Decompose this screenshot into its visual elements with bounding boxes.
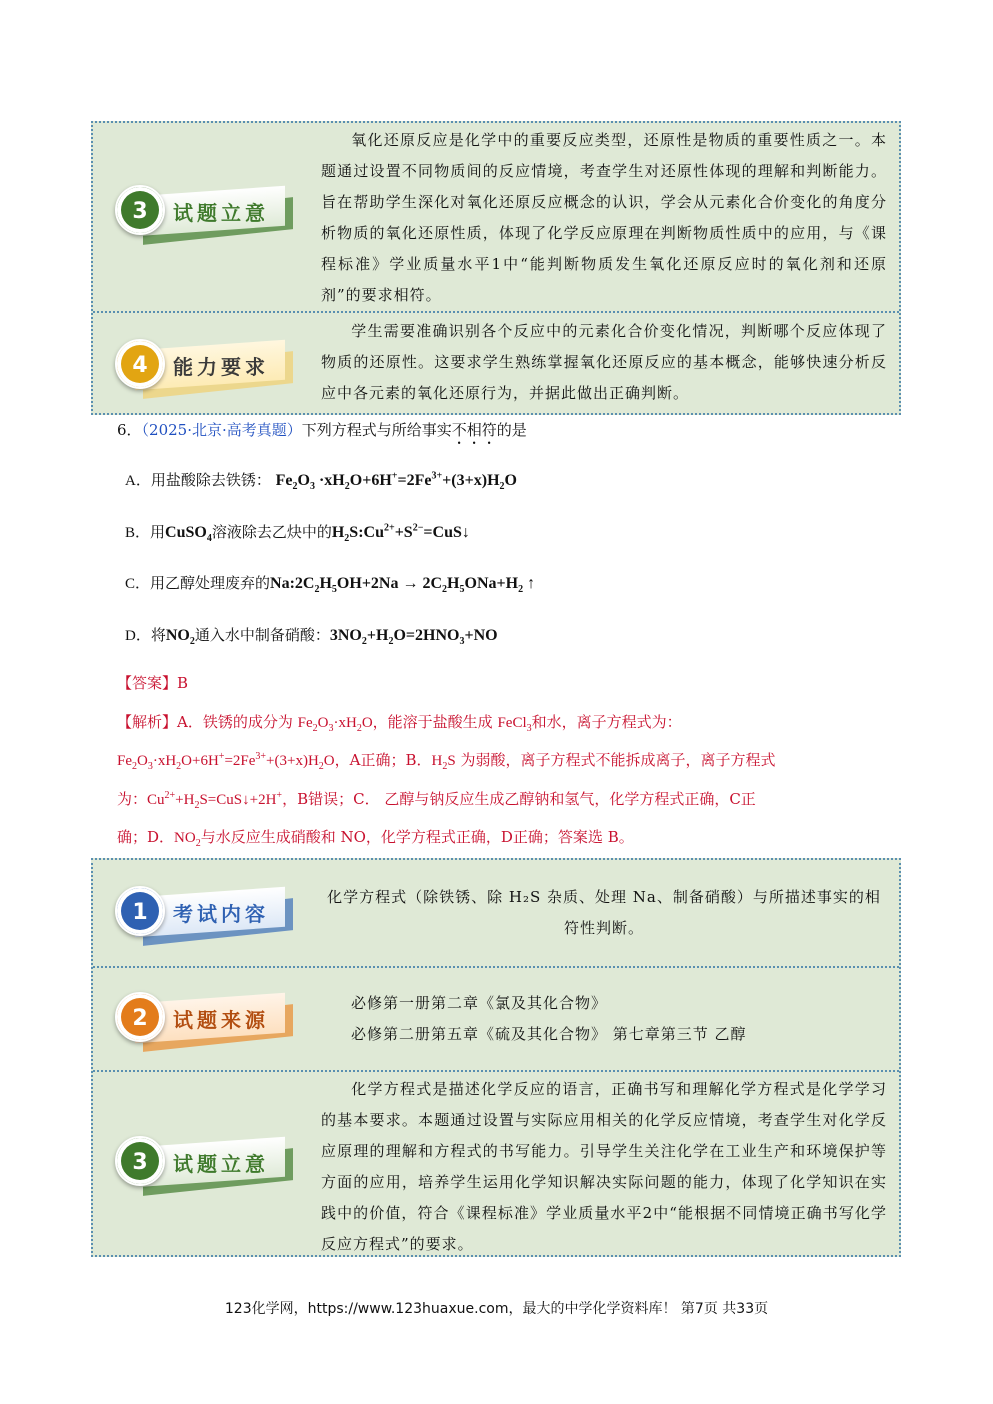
badge-label: 能力要求 (173, 355, 269, 379)
fe2o3-formula: $Fe_2O_3\cdot xH_2O$ (297, 715, 373, 734)
analysis-text: ，B错误；C． 乙醇与钠反应生成乙醇钠和氢气，化学方程式正确，C正 (282, 790, 756, 808)
formula-cuso4: CuSO$_4$ (165, 524, 212, 545)
question-source: （2025·北京·高考真题） (141, 421, 302, 439)
formula-no2: $NO_2$ (165, 627, 195, 648)
row-ability (93, 311, 899, 413)
analysis-text: ，A正确；B． (334, 751, 432, 769)
option-label: D． (125, 628, 151, 644)
analysis-line-1 (117, 711, 682, 734)
analysis-text: 为： (117, 790, 148, 808)
intent-text-content: 氧化还原反应是化学中的重要反应类型，还原性是物质的重要性质之一。本题通过设置不同物质间的反应情境，考查学生对还原性体现的理解和判断能力。旨在帮助学生深化对氧化还原反应概念的认识，学会从元素化合价变化的角度分析物质的氧化还原性质，体现了化学反应原理在判断物质性质中的应用，与《课程标准》学业质量水平1中“能判断物质发生氧化还原反应时的氧化剂和还原剂”的要求相符。 (321, 131, 887, 304)
option-text: 用乙醇处理废弃的 (150, 574, 271, 592)
analysis-panel-bottom (91, 858, 901, 1257)
badge-number: 1 (115, 886, 165, 936)
analysis-line-2 (117, 749, 775, 772)
badge-number: 3 (115, 1136, 165, 1186)
analysis-text: ，能溶于盐酸生成 (372, 713, 493, 731)
analysis-text: 为弱酸，离子方程式不能拆成离子，离子方程式 (460, 751, 776, 769)
intent-badge (115, 1134, 285, 1190)
badge-label: 考试内容 (173, 902, 269, 926)
badge-number: 4 (115, 339, 165, 389)
option-text: 通入水中制备硝酸： (194, 626, 330, 644)
question-stem (117, 419, 527, 448)
analysis-formula-b: $Cu^{2+}+H_2S=CuS↓+2H^+$ (147, 790, 283, 811)
badge-label: 试题立意 (173, 201, 269, 225)
row-intent (93, 123, 899, 311)
analysis-text: A．铁锈的成分为 (177, 713, 293, 731)
analysis-line-4 (117, 826, 634, 849)
source-line-2: 必修第二册第五章《硫及其化合物》 第七章第三节 乙醇 (351, 1025, 747, 1043)
option-text: 将 (150, 626, 166, 644)
intent-text-content: 化学方程式是描述化学反应的语言，正确书写和理解化学方程式是化学学习的基本要求。本题通过设置与实际应用相关的化学反应情境，考查学生对化学反应原理的理解和方程式的书写能力。引导学生关注化学在工业生产和环境保护等方面的应用，培养学生运用化学知识解决实际问题的能力，体现了化学知识在实践中的价值，符合《课程标准》学业质量水平2中“能根据不同情境正确书写化学反应方程式”的要求。 (321, 1080, 887, 1253)
no2-formula: $NO_2$ (174, 830, 201, 849)
formula-d: $3NO_2+H_2O=2HNO_3+NO$ (329, 627, 498, 648)
badge-number: 3 (115, 185, 165, 235)
option-a (125, 469, 517, 492)
option-text: 溶液除去乙炔中的 (211, 523, 332, 541)
option-text: 用 (150, 523, 166, 541)
stem-emphasis: 不相符 (451, 421, 497, 439)
option-label: B． (125, 525, 151, 541)
intent-badge (115, 183, 285, 239)
option-b (125, 521, 470, 544)
stem-text: 下列方程式与所给事实 (301, 421, 452, 439)
formula-a: $Fe_2O_3 \cdot xH_2O+6H^+=2Fe^{3+}+(3+x)H_2O$ (275, 470, 517, 493)
analysis-line-3 (117, 788, 756, 811)
option-c (125, 572, 535, 595)
option-label: C． (125, 576, 151, 592)
analysis-panel-top (91, 121, 901, 415)
answer-value: B (177, 674, 189, 692)
source-badge (115, 990, 285, 1046)
analysis-text: 与水反应生成硝酸和 NO，化学方程式正确，D正确；答案选 B。 (200, 828, 634, 846)
formula-b: $H_2S:Cu^{2+}+S^{2-}=CuS↓$ (331, 522, 470, 545)
option-d (125, 624, 498, 647)
badge-number: 2 (115, 992, 165, 1042)
option-text: 用盐酸除去铁锈： (150, 471, 271, 489)
ability-badge (115, 337, 285, 393)
formula-c: $Na:2C_2H_5OH+2Na \to 2C_2H_5ONa+H_2$ ↑ (270, 575, 536, 596)
analysis-text: 和水，离子方程式为： (531, 713, 682, 731)
intent-text (321, 125, 887, 311)
exam-content-text: 化学方程式（除铁锈、除 H₂S 杂质、处理 Na、制备硝酸）与所描述事实的相符性判断。 (327, 888, 881, 937)
analysis-text: 确；D． (117, 828, 175, 846)
badge-label: 试题来源 (173, 1008, 269, 1032)
ability-text-content: 学生需要准确识别各个反应中的元素化合价变化情况，判断哪个反应体现了物质的还原性。这要求学生熟练掌握氧化还原反应的基本概念，能够快速分析反应中各元素的氧化还原行为，并据此做出正确判断。 (321, 322, 887, 402)
badge-label: 试题立意 (173, 1152, 269, 1176)
exam-content-badge (115, 884, 285, 940)
row-exam-content (93, 860, 899, 966)
ability-text (321, 316, 887, 409)
h2s-formula: $H_2S$ (431, 753, 456, 772)
answer-label: 【答案】 (117, 674, 178, 692)
stem-text-end: 的是 (496, 421, 527, 439)
row-source (93, 966, 899, 1070)
fecl3-formula: FeCl$_3$ (497, 715, 532, 734)
analysis-label: 【解析】 (117, 713, 178, 731)
source-line-1: 必修第一册第二章《氯及其化合物》 (351, 994, 608, 1012)
analysis-formula-a: $Fe_2O_3\cdot xH_2O+6H^+=2Fe^{3+}+(3+x)H_2O$ (117, 751, 335, 772)
answer-line (117, 672, 188, 693)
page-footer: 123化学网，https://www.123huaxue.com，最大的中学化学资料库！ 第7页 共33页 (224, 1301, 769, 1317)
question-number: 6． (117, 421, 142, 439)
intent-text (321, 1074, 887, 1260)
option-label: A． (125, 473, 151, 489)
row-intent-2 (93, 1070, 899, 1255)
